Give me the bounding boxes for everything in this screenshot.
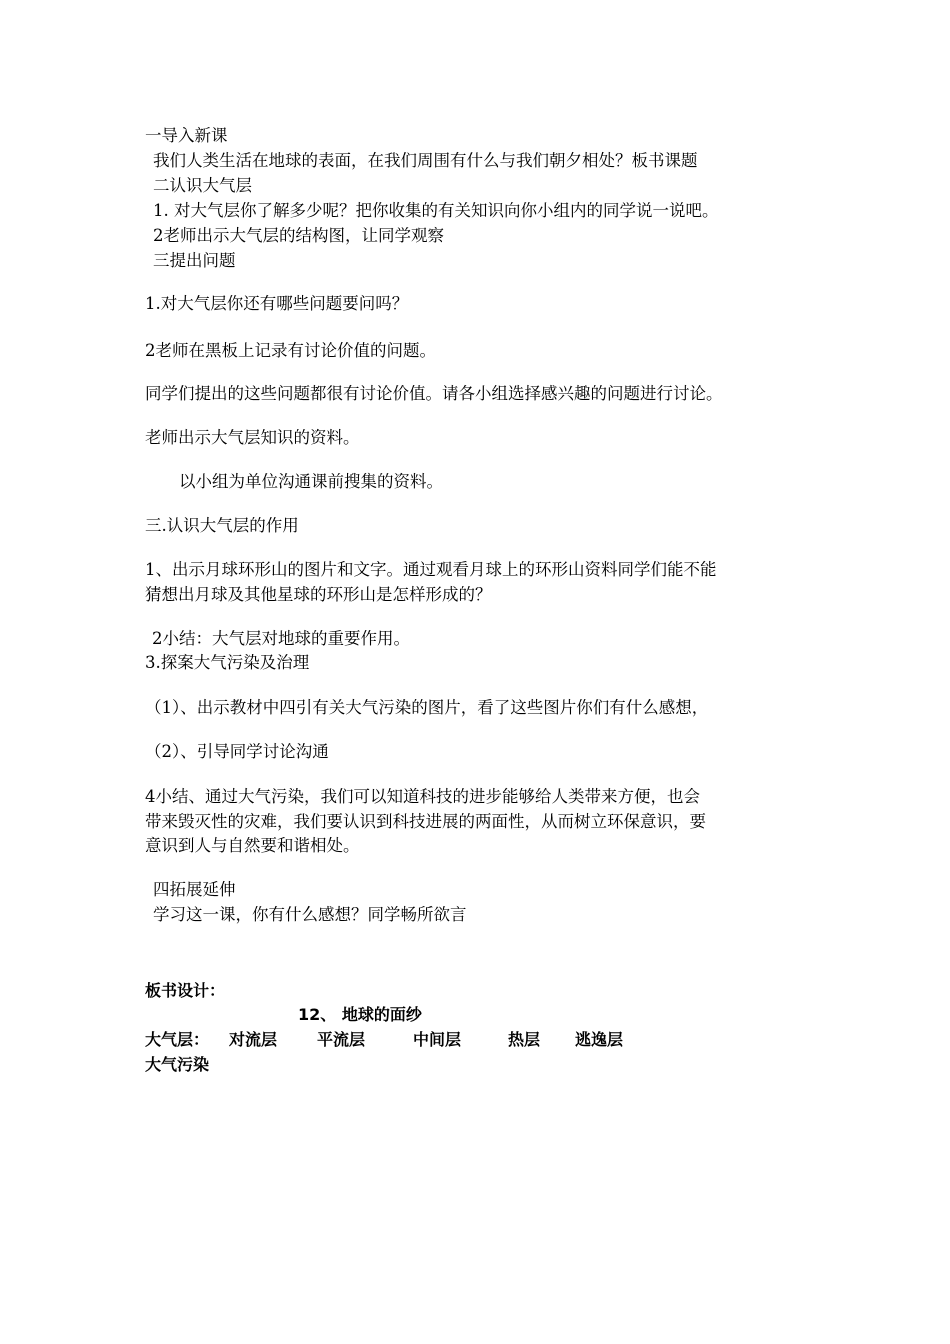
extension-text: 学习这一课，你有什么感想？同学畅所欲言 — [153, 905, 467, 924]
question-5: 以小组为单位沟通课前搜集的资料。 — [179, 472, 443, 491]
know-item-1: 1. 对大气层你了解多少呢？把你收集的有关知识向你小组内的同学说一说吧。 — [153, 201, 719, 220]
board-design-heading: 板书设计： — [145, 981, 226, 1000]
layer-thermosphere: 热层 — [508, 1030, 541, 1049]
layer-stratosphere: 平流层 — [317, 1030, 366, 1049]
question-2: 2老师在黑板上记录有讨论价值的问题。 — [145, 341, 436, 360]
summary-line-3: 意识到人与自然要和谐相处。 — [145, 836, 360, 855]
board-pollution: 大气污染 — [145, 1055, 210, 1074]
intro-text: 我们人类生活在地球的表面，在我们周围有什么与我们朝夕相处？板书课题 — [153, 151, 698, 170]
pollution-item-1: （1）、出示教材中四引有关大气污染的图片，看了这些图片你们有什么感想， — [145, 698, 709, 717]
layer-exosphere: 逃逸层 — [575, 1030, 624, 1049]
question-1: 1.对大气层你还有哪些问题要问吗？ — [145, 294, 409, 313]
layer-troposphere: 对流层 — [229, 1030, 278, 1049]
know-item-2: 2老师出示大气层的结构图，让同学观察 — [153, 226, 444, 245]
section-title-role: 三.认识大气层的作用 — [145, 516, 299, 535]
role-item-2: 2小结：大气层对地球的重要作用。 — [152, 629, 410, 648]
summary-line-2: 带来毁灭性的灾难，我们要认识到科技进展的两面性，从而树立环保意识，要 — [145, 812, 706, 831]
atmosphere-label: 大气层： — [145, 1030, 210, 1049]
section-title-extension: 四拓展延伸 — [153, 880, 236, 899]
role-item-3: 3.探案大气污染及治理 — [145, 653, 310, 672]
summary-line-1: 4小结、通过大气污染，我们可以知道科技的进步能够给人类带来方便，也会 — [145, 787, 700, 806]
section-title-questions: 三提出问题 — [153, 251, 236, 270]
layer-mesosphere: 中间层 — [413, 1030, 462, 1049]
board-lesson-title: 12、 地球的面纱 — [298, 1005, 422, 1024]
question-4: 老师出示大气层知识的资料。 — [145, 428, 360, 447]
pollution-item-2: （2）、引导同学讨论沟通 — [145, 742, 329, 761]
role-item-1-line1: 1、出示月球环形山的图片和文字。通过观看月球上的环形山资料同学们能不能 — [145, 560, 717, 579]
section-title-know-atmosphere: 二认识大气层 — [153, 176, 252, 195]
section-title-intro: 一导入新课 — [145, 126, 228, 145]
role-item-1-line2: 猜想出月球及其他星球的环形山是怎样形成的？ — [145, 585, 492, 604]
board-atmosphere-row — [145, 1028, 665, 1052]
question-3: 同学们提出的这些问题都很有讨论价值。请各小组选择感兴趣的问题进行讨论。 — [145, 384, 723, 403]
